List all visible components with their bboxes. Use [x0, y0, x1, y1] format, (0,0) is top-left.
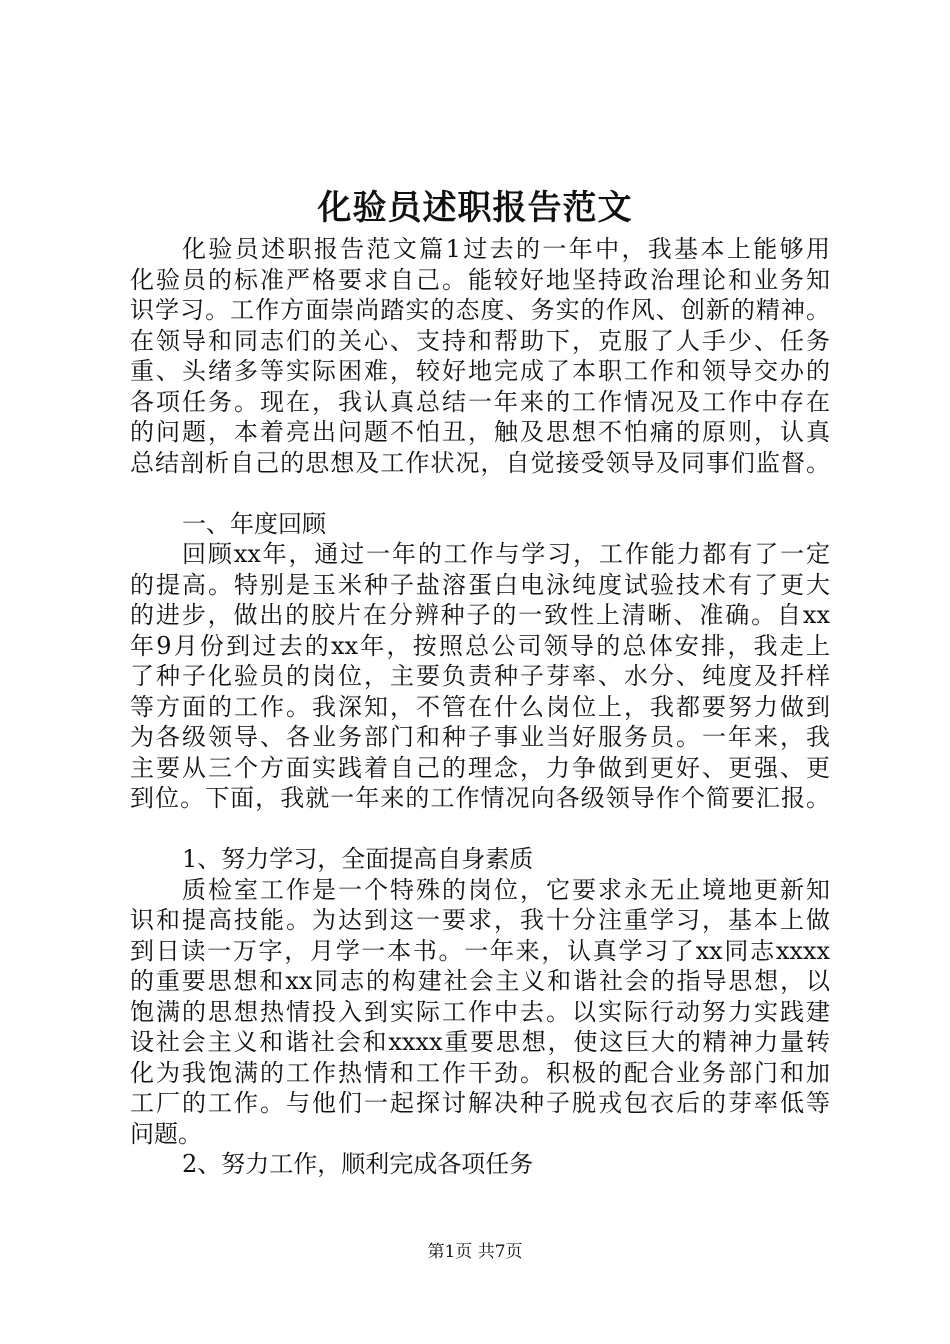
text-line: 主要从三个方面实践着自己的理念，力争做到更好、更强、更 [130, 753, 830, 782]
text-line: 化验员的标准严格要求自己。能较好地坚持政治理论和业务知 [130, 265, 830, 294]
text-line: 了种子化验员的岗位，主要负责种子芽率、水分、纯度及扦样 [130, 662, 830, 690]
text-line: 为各级领导、各业务部门和种子事业当好服务员。一年来，我 [130, 723, 830, 751]
text-line: 问题。 [130, 1119, 202, 1148]
text-line: 的提高。特别是玉米种子盐溶蛋白电泳纯度试验技术有了更大 [130, 570, 830, 599]
text-line: 识和提高技能。为达到这一要求，我十分注重学习，基本上做 [130, 906, 830, 934]
text-line: 设社会主义和谐社会和xxxx重要思想，使这巨大的精神力量转 [130, 1028, 830, 1056]
text-line: 重、头绪多等实际困难，较好地完成了本职工作和领导交办的 [130, 357, 830, 385]
text-line: 各项任务。现在，我认真总结一年来的工作情况及工作中存在 [130, 387, 830, 416]
section-heading: 1、努力学习，全面提高自身素质 [182, 845, 534, 873]
section-heading: 一、年度回顾 [182, 509, 326, 538]
paragraph-gap [130, 814, 830, 845]
paragraph-gap [130, 478, 830, 509]
text-line: 在领导和同志们的关心、支持和帮助下，克服了人手少、任务 [130, 326, 830, 355]
text-line: 的重要思想和xx同志的构建社会主义和谐社会的指导思想，以 [130, 967, 830, 995]
text-line: 到位。下面，我就一年来的工作情况向各级领导作个简要汇报。 [130, 784, 830, 812]
text-line: 识学习。工作方面崇尚踏实的态度、务实的作风、创新的精神。 [130, 296, 830, 324]
text-line: 化为我饱满的工作热情和工作干劲。积极的配合业务部门和加 [130, 1058, 830, 1087]
text-line: 工厂的工作。与他们一起探讨解决种子脱戎包衣后的芽率低等 [130, 1089, 830, 1117]
text-line: 等方面的工作。我深知，不管在什么岗位上，我都要努力做到 [130, 692, 830, 721]
section-heading: 2、努力工作，顺利完成各项任务 [182, 1150, 534, 1178]
text-line: 化验员述职报告范文篇1过去的一年中，我基本上能够用 [182, 235, 830, 263]
page-footer: 第1页 共7页 [427, 1242, 523, 1262]
text-line: 饱满的思想热情投入到实际工作中去。以实际行动努力实践建 [130, 997, 830, 1026]
text-line: 年9月份到过去的xx年，按照总公司领导的总体安排，我走上 [130, 631, 830, 660]
text-line: 的进步，做出的胶片在分辨种子的一致性上清晰、准确。自xx [130, 601, 830, 629]
text-line: 质检室工作是一个特殊的岗位，它要求永无止境地更新知 [182, 875, 830, 904]
text-line: 回顾xx年，通过一年的工作与学习，工作能力都有了一定 [182, 540, 830, 568]
document-body [130, 234, 830, 1180]
text-line: 的问题，本着亮出问题不怕丑，触及思想不怕痛的原则，认真 [130, 418, 830, 446]
text-line: 总结剖析自己的思想及工作状况，自觉接受领导及同事们监督。 [130, 448, 830, 477]
document-title: 化验员述职报告范文 [317, 188, 633, 228]
text-line: 到日读一万字，月学一本书。一年来，认真学习了xx同志xxxx [130, 936, 830, 965]
